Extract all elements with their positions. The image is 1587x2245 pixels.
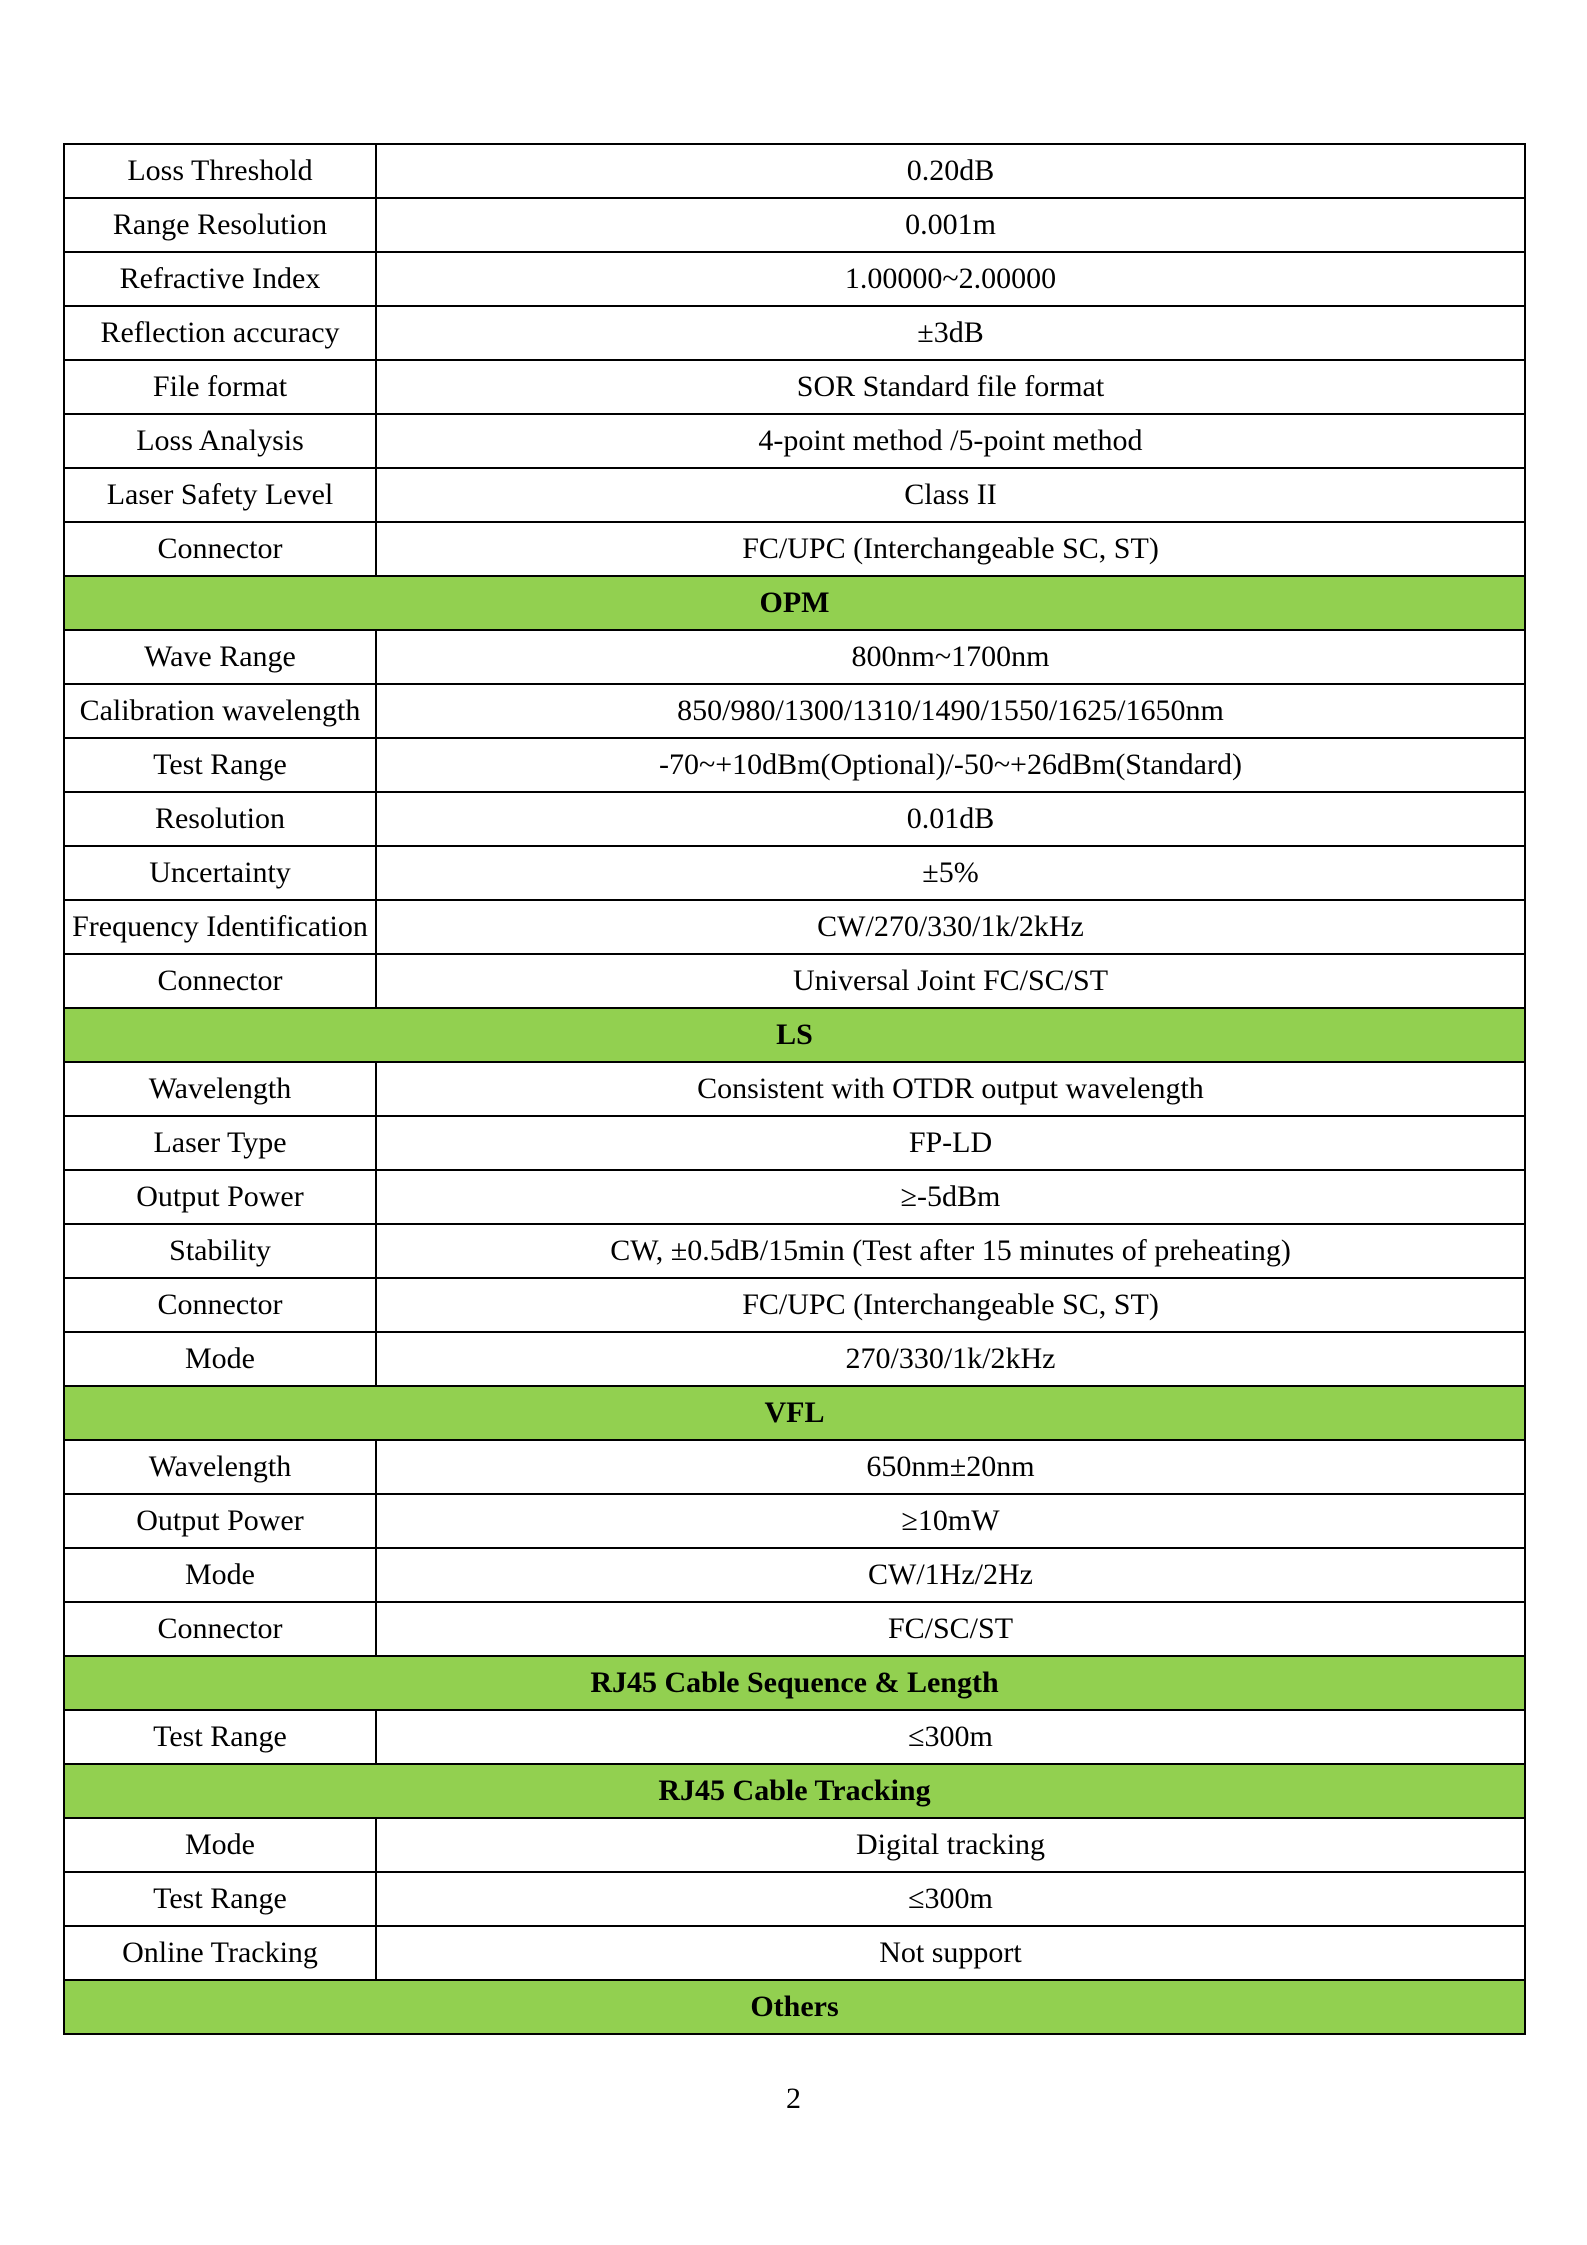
spec-value: -70~+10dBm(Optional)/-50~+26dBm(Standard)	[376, 738, 1525, 792]
table-row	[64, 1332, 1525, 1386]
spec-value: ±3dB	[376, 306, 1525, 360]
table-row	[64, 522, 1525, 576]
spec-value: FC/UPC (Interchangeable SC, ST)	[376, 1278, 1525, 1332]
table-row	[64, 1062, 1525, 1116]
spec-label: Loss Threshold	[64, 144, 376, 198]
spec-value: 4-point method /5-point method	[376, 414, 1525, 468]
section-header-row	[64, 1764, 1525, 1818]
table-row	[64, 630, 1525, 684]
table-row	[64, 1440, 1525, 1494]
table-row	[64, 306, 1525, 360]
section-header: RJ45 Cable Sequence & Length	[64, 1656, 1525, 1710]
table-row	[64, 684, 1525, 738]
section-header: LS	[64, 1008, 1525, 1062]
spec-table	[63, 143, 1526, 2035]
spec-value: Digital tracking	[376, 1818, 1525, 1872]
spec-value: 270/330/1k/2kHz	[376, 1332, 1525, 1386]
spec-value: FP-LD	[376, 1116, 1525, 1170]
spec-label: Connector	[64, 954, 376, 1008]
table-row	[64, 252, 1525, 306]
section-header-row	[64, 1008, 1525, 1062]
spec-value: CW, ±0.5dB/15min (Test after 15 minutes of preheating)	[376, 1224, 1525, 1278]
section-header: OPM	[64, 576, 1525, 630]
table-row	[64, 738, 1525, 792]
table-row	[64, 900, 1525, 954]
spec-label: Mode	[64, 1548, 376, 1602]
table-row	[64, 198, 1525, 252]
spec-value: Consistent with OTDR output wavelength	[376, 1062, 1525, 1116]
spec-value: CW/1Hz/2Hz	[376, 1548, 1525, 1602]
spec-value: 0.20dB	[376, 144, 1525, 198]
spec-value: Not support	[376, 1926, 1525, 1980]
spec-label: Output Power	[64, 1170, 376, 1224]
section-header-row	[64, 1980, 1525, 2034]
table-row	[64, 1494, 1525, 1548]
spec-value: ≥10mW	[376, 1494, 1525, 1548]
page-number: 2	[786, 2082, 801, 2115]
section-header: Others	[64, 1980, 1525, 2034]
table-row	[64, 414, 1525, 468]
spec-label: Connector	[64, 1278, 376, 1332]
spec-value: 0.01dB	[376, 792, 1525, 846]
spec-value: ≥-5dBm	[376, 1170, 1525, 1224]
table-row	[64, 360, 1525, 414]
spec-value: ≤300m	[376, 1710, 1525, 1764]
spec-label: Frequency Identification	[64, 900, 376, 954]
spec-label: Refractive Index	[64, 252, 376, 306]
table-row	[64, 1116, 1525, 1170]
spec-value: 800nm~1700nm	[376, 630, 1525, 684]
table-row	[64, 954, 1525, 1008]
table-row	[64, 792, 1525, 846]
spec-value: FC/UPC (Interchangeable SC, ST)	[376, 522, 1525, 576]
table-row	[64, 1818, 1525, 1872]
table-row	[64, 144, 1525, 198]
table-row	[64, 1602, 1525, 1656]
spec-value: 0.001m	[376, 198, 1525, 252]
spec-label: Reflection accuracy	[64, 306, 376, 360]
spec-value: ±5%	[376, 846, 1525, 900]
section-header-row	[64, 576, 1525, 630]
table-row	[64, 1548, 1525, 1602]
spec-label: Mode	[64, 1818, 376, 1872]
table-row	[64, 1710, 1525, 1764]
table-row	[64, 1278, 1525, 1332]
spec-label: Wavelength	[64, 1062, 376, 1116]
spec-label: Resolution	[64, 792, 376, 846]
table-row	[64, 1170, 1525, 1224]
spec-label: Output Power	[64, 1494, 376, 1548]
spec-value: SOR Standard file format	[376, 360, 1525, 414]
spec-label: Laser Type	[64, 1116, 376, 1170]
table-row	[64, 1926, 1525, 1980]
table-row	[64, 1872, 1525, 1926]
spec-label: Test Range	[64, 738, 376, 792]
spec-value: FC/SC/ST	[376, 1602, 1525, 1656]
spec-value: 850/980/1300/1310/1490/1550/1625/1650nm	[376, 684, 1525, 738]
spec-value: Universal Joint FC/SC/ST	[376, 954, 1525, 1008]
spec-label: Loss Analysis	[64, 414, 376, 468]
spec-label: Wavelength	[64, 1440, 376, 1494]
spec-value: Class II	[376, 468, 1525, 522]
section-header: VFL	[64, 1386, 1525, 1440]
spec-label: Connector	[64, 522, 376, 576]
spec-value: CW/270/330/1k/2kHz	[376, 900, 1525, 954]
spec-value: 1.00000~2.00000	[376, 252, 1525, 306]
table-row	[64, 1224, 1525, 1278]
spec-label: Laser Safety Level	[64, 468, 376, 522]
section-header-row	[64, 1386, 1525, 1440]
spec-label: File format	[64, 360, 376, 414]
spec-label: Mode	[64, 1332, 376, 1386]
spec-label: Test Range	[64, 1710, 376, 1764]
spec-label: Test Range	[64, 1872, 376, 1926]
spec-label: Uncertainty	[64, 846, 376, 900]
spec-label: Connector	[64, 1602, 376, 1656]
spec-label: Stability	[64, 1224, 376, 1278]
table-row	[64, 846, 1525, 900]
section-header: RJ45 Cable Tracking	[64, 1764, 1525, 1818]
table-row	[64, 468, 1525, 522]
section-header-row	[64, 1656, 1525, 1710]
spec-label: Online Tracking	[64, 1926, 376, 1980]
spec-value: ≤300m	[376, 1872, 1525, 1926]
spec-label: Calibration wavelength	[64, 684, 376, 738]
spec-label: Wave Range	[64, 630, 376, 684]
spec-label: Range Resolution	[64, 198, 376, 252]
spec-value: 650nm±20nm	[376, 1440, 1525, 1494]
